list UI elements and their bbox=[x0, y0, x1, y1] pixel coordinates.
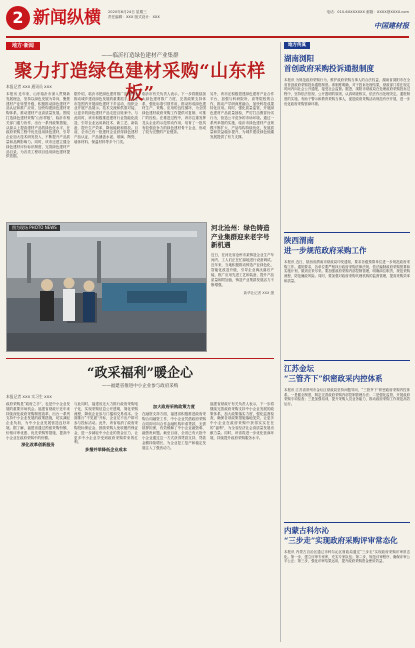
factory-photo-image bbox=[7, 223, 207, 352]
caption-title: 河北沧州：绿色铸造产业集群迎来老字号新机遇 bbox=[211, 224, 270, 249]
article-1-headline: 湖南浏阳 首创政府采购投诉通报制度 bbox=[284, 54, 374, 73]
section-divider bbox=[6, 358, 274, 359]
subhead-1: 深化改革创新服务 bbox=[21, 442, 55, 448]
second-col-1: 政府采购是“政府之手”，也是中小企业发展的重要市场机会。福建省财政厅近年来持续深化政府采购制度改革，出台一系列支持中小企业发展的政策措施，切实减轻企业负担，为中小企业发展营造良好环境。据了解，福建省通过预留采购份额、价格评审优惠、优先采购等措施，提高中小企业在政府采购中的份额。 深化改革创新服务 bbox=[6, 402, 70, 448]
second-byline: 本报记者 XXX 实习生 XXX bbox=[6, 394, 52, 399]
second-col-2: 与此同时，福建省还大力推行政府采购电子化，实现采购信息公开透明，简化采购流程，降低企业参与门槛和交易成本。全面推行“不见面”开标，企业足不出户即可参与投标活动。此外，该省取消了政府采购投标保证金，鼓励采购人免收履约保证金，进一步减轻中小企业的资金压力，让更多中小企业享受到政府采购带来的红利。 多措并举降低企业成本 bbox=[74, 402, 138, 453]
second-col-3: 加大政府采购政策力度 在融资支持方面，福建省积极推进政府采购合同融资工作，中小企业凭借政府采购合同即可向合作金融机构申请贷款，无需抵押担保，有效缓解了中小企业融资难、融资贵问题。截至目前，全省已有大批中小企业通过这一方式获得贷款支持，贷款金额持续增长，为企业复工复产和稳定发展注入了强劲动力。 bbox=[142, 404, 206, 450]
lead-col-1: 本报讯 近年来，山东临沂市深入贯彻新发展理念，坚持以绿色发展为导向，聚焦建材产业转型升级，积极推动绿色建材产品认证和推广应用，加快构建绿色建材采购体系，推动建材产业高质量发展。围绕打造绿色建材采购“山东样板”，临沂市相关部门通力协作，出台一系列政策措施，从源头上提高建材产品的绿色化水平，在政府采购工程中优先选用绿色建材，引导企业加大技术研发投入，不断提升产品质量和品牌影响力。同时，该市还建立健全绿色建材评价标识制度，完善绿色建材产品目录，为各类工程项目选用绿色建材提供依据。 bbox=[6, 92, 70, 159]
left-column-area bbox=[6, 42, 274, 642]
article-2-body: 本报讯 近日，陕西省渭南市财政局印发通知，要求各级预算单位进一步规范政府采购工作。通知要求，各单位要严格执行政府采购法律法规，依法编制政府采购预算和实施计划，做到应采尽采。要加强政府采购内部控制管理，明确岗位职责，规范采购流程，防范廉政风险。同时，要加强对政府采购代理机构的监督管理，提高采购效率和质量。 bbox=[284, 260, 410, 283]
second-subtitle: ——福建省推进中小企业参与政府采购 bbox=[101, 384, 179, 389]
article-2-headline: 陕西渭南 进一步规范政府采购工作 bbox=[284, 236, 367, 255]
subhead-3: 加大政府采购政策力度 bbox=[153, 404, 195, 409]
lead-col-2: 据介绍，临沂市把绿色建材推广应用作为推动城乡建设绿色发展的重要抓手，在全市范围内开展绿色建材下乡活动，组织企业开展产品展示、技术交流和供需对接，让更多的绿色建材产品走进百姓家中。与此同时，该市积极推进建材行业智能化改造，引导企业运用新技术、新工艺、新装备，提升生产效率，降低能耗和排放。目前，全市已有一批建材企业获得绿色建材产品认证，产品涵盖水泥、玻璃、陶瓷、墙体材料、保温材料等多个门类。 bbox=[74, 92, 138, 144]
article-divider-3 bbox=[284, 522, 410, 523]
second-col-4: 福建省财政厅有关负责人表示，下一步将继续完善政府采购支持中小企业发展的政策体系，加大政策落实力度，强化监督检查，确保各项政策措施落地见效，让更多中小企业在政府采购中获得实实在在的“福利”，为全省经济社会高质量发展贡献力量。同时，该省将进一步优化营商环境，持续提升政府采购服务水平。 bbox=[210, 402, 274, 440]
photo-news-tag: 图为现场 PHOTO NEWS bbox=[9, 225, 60, 231]
contact-line: 电话：010-6XXXXXXX 邮箱：XXXX@XXXX.com bbox=[326, 10, 409, 14]
lead-byline: 本报记者 XXX 通讯员 XXX bbox=[6, 84, 52, 89]
lead-col-3: 临沂市有关负责人表示，下一步将继续加大绿色建材推广力度，完善政策支持体系，强化标准引领作用，推动形成绿色建材生产、采购、应用的良性循环，为全国绿色建材政府采购工作提供可复制、可推广的经验。在推进过程中，该市注重发挥龙头企业的示范带动作用，培育了一批具有较强竞争力的绿色建材骨干企业，形成了较为完整的产业链条。 bbox=[142, 92, 206, 135]
lead-kicker: ——临沂打造绿色建材产业集群 bbox=[101, 53, 179, 59]
article-3-headline: 江苏金坛 “三管齐下”织密政采内控体系 bbox=[284, 364, 383, 383]
article-4-headline: 内蒙古科尔沁 “三步走”实现政府采购评审常态化 bbox=[284, 526, 398, 545]
photo-caption bbox=[211, 224, 274, 352]
date-line: 2020年6月24日 星期三 责任编辑：XXX 版式设计：XXX bbox=[108, 10, 160, 19]
article-divider-2 bbox=[284, 360, 410, 361]
caption-credit: 新华社记者 XXX 摄 bbox=[243, 290, 274, 295]
newspaper-brand: 中国建材报 bbox=[374, 21, 409, 30]
caption-body: 近日，在河北省沧州市某铸造企业生产车间内，工人们正在忙碌地进行设备调试。近年来，当地积极推动铸造产业绿色化、智能化改造升级，引导企业淘汰落后产能，推广应用先进工艺和装备，提升产品质量和附加值，铸造产业集群发展活力不断增强。 bbox=[211, 252, 274, 287]
second-headline: “政采福利”暖企心 bbox=[87, 366, 193, 381]
article-1-body: 本报讯 为规范政府采购行为，维护政府采购当事人的合法权益，湖南省浏阳市在全省首创政府采购投诉通报制度。该制度明确，对于投诉处理结果，财政部门将在规定时间内向社会公开通报，接受社会监督。据悉，浏阳市财政局在处理政府采购投诉过程中，坚持依法依规、公开透明的原则，认真调查核实，依法作出处理决定。通报制度的实施，有助于警示和教育采购当事人，促进政府采购活动规范有序开展，进一步优化政府采购营商环境。 bbox=[284, 78, 410, 106]
subhead-2: 多措并举降低企业成本 bbox=[85, 447, 127, 453]
article-divider-1 bbox=[284, 232, 410, 233]
right-section-tag: 地方传真 bbox=[284, 42, 310, 49]
page-number: 2 bbox=[6, 6, 30, 30]
article-3-body: 本报讯 江苏省常州市金坛区财政局坚持问题导向，“三管齐下”织密政府采购内控体系。一是健全制度，制定完善政府采购内部控制管理办法；二是强化监管，开展政府采购专项检查；三是加强培训，提升采购人员业务能力，推动政府采购工作规范高效运行。 bbox=[284, 388, 410, 407]
factory-photo bbox=[6, 222, 207, 352]
lead-col-4: 另外，该市还积极搭建绿色建材产业合作平台，加强与科研院所、高等院校的合作，推动产学研深度融合，加快科技成果转化应用。同时，强化质量监管，开展绿色建材产品质量抽检，严厉打击假冒伪劣行为，营造公平竞争的市场环境。通过一系列举措的实施，临沂市绿色建材产业规模不断扩大，产品结构持续优化，发展质量和效益稳步提升，为城乡建设绿色低碳发展提供了有力支撑。 bbox=[210, 92, 274, 140]
masthead bbox=[6, 4, 409, 38]
right-sidebar bbox=[280, 42, 409, 642]
lead-section-tag: 地方·新闻 bbox=[6, 42, 40, 50]
section-title: 新闻纵横 bbox=[33, 8, 101, 28]
article-4-body: 本报讯 内蒙古自治区通辽市科尔沁区财政局通过“三步走”实现政府采购评审常态化。第一步，建立评审专家库，充实专家队伍；第二步，规范评审程序，确保评审公平公正；第三步，强化评审结果运用，提升政府采购资金使用效益。 bbox=[284, 550, 410, 564]
lead-headline: 聚力打造绿色建材采购“山东样板” bbox=[14, 61, 266, 104]
